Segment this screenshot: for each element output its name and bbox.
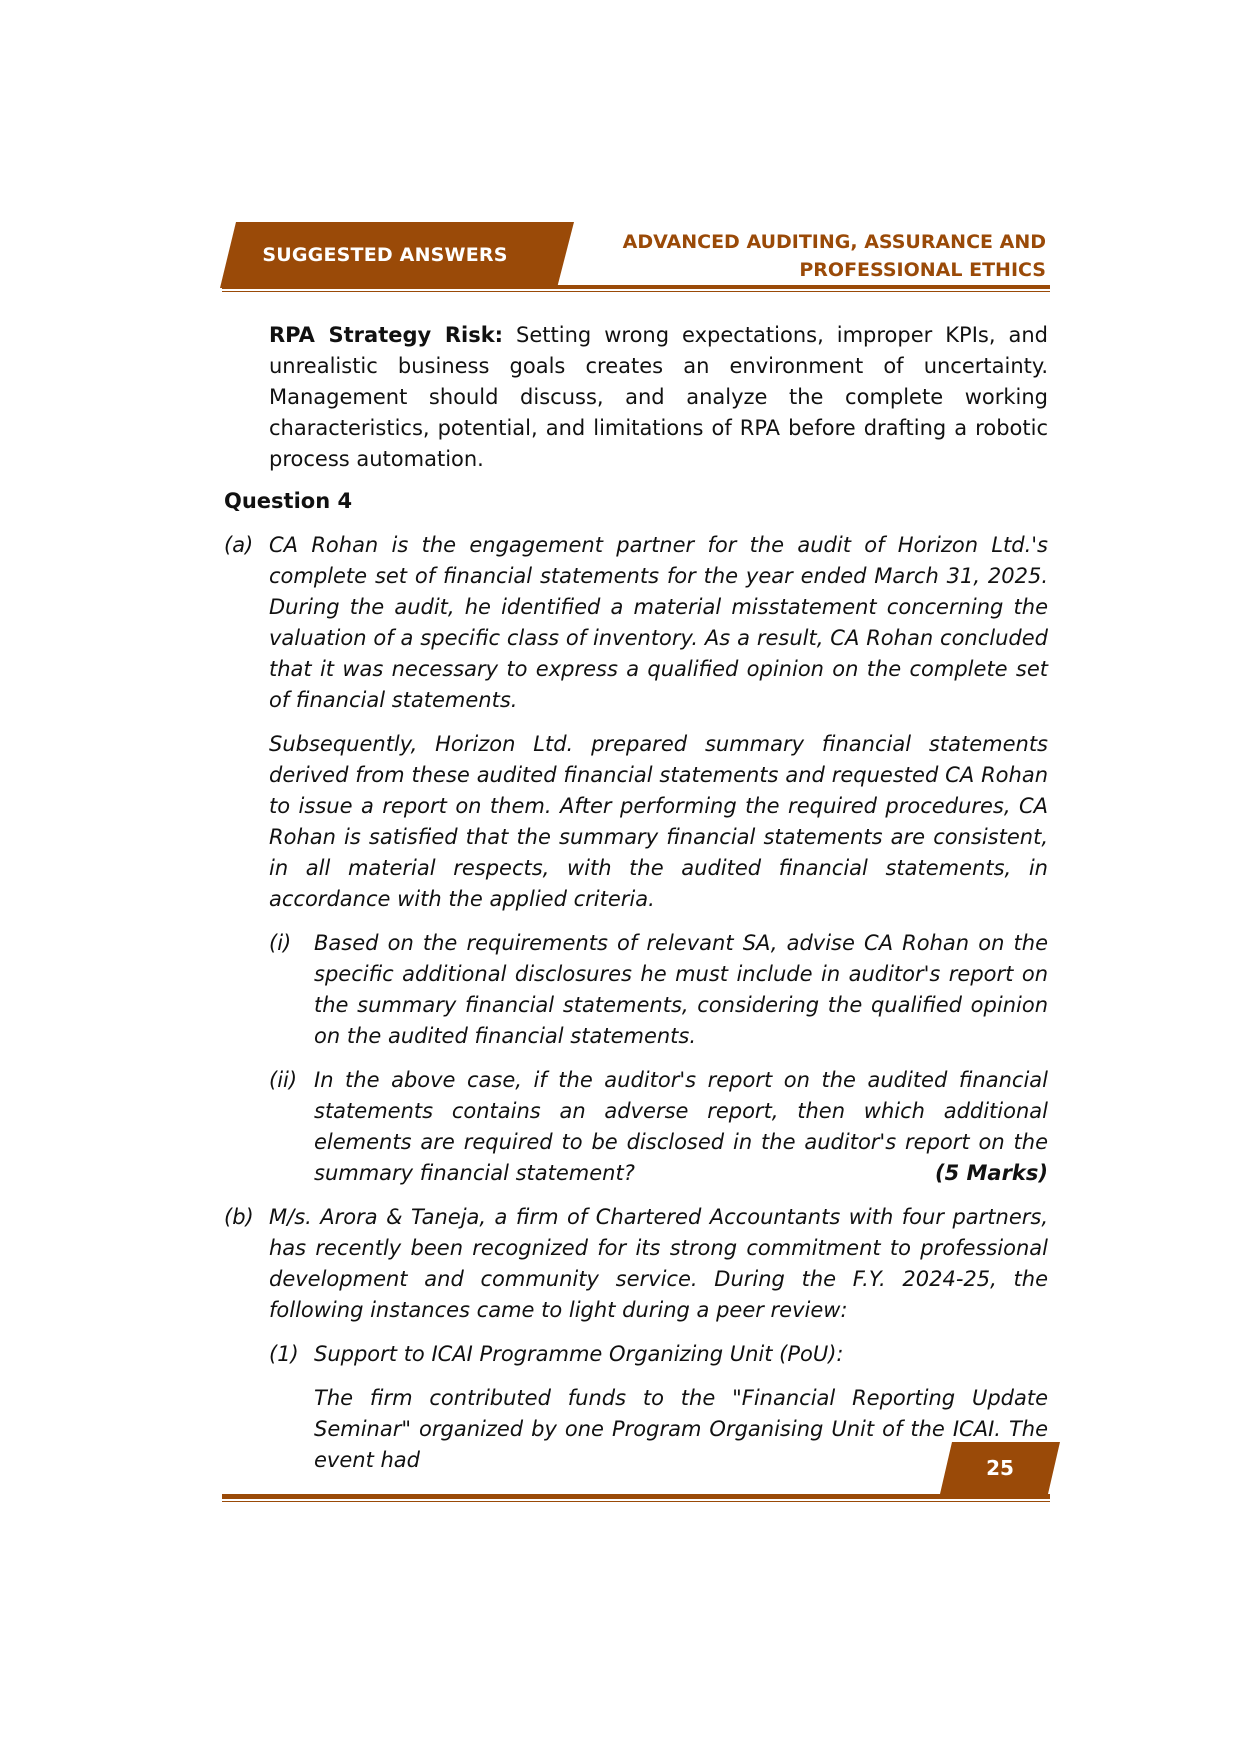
header-section-tab <box>220 222 576 288</box>
rpa-strategy-risk-paragraph <box>269 320 1048 475</box>
part-b-item-1 <box>269 1339 1048 1476</box>
question-title: Question 4 <box>224 489 353 513</box>
rpa-heading: RPA Strategy Risk: <box>269 323 504 347</box>
header-section-label: SUGGESTED ANSWERS <box>262 244 508 266</box>
footer-rule-thin <box>222 1501 1050 1502</box>
part-a-para2: Subsequently, Horizon Ltd. prepared summary financial statements derived from these audited financial statements and requested CA Rohan to issue a report on them. After performing the required procedures, CA Rohan is satisfied that the summary financial statements are consistent, in all material respects, with the audited financial statements, in accordance with the applied criteria. <box>269 732 1048 911</box>
rpa-strategy-risk-block <box>224 320 1048 475</box>
part-a-label: (a) <box>224 533 254 557</box>
item-1-title: Support to ICAI Programme Organizing Unit (PoU): <box>314 1342 844 1366</box>
question-part-a <box>224 530 1048 1189</box>
item-1-label: (1) <box>269 1342 299 1366</box>
part-a-body <box>269 530 1048 1189</box>
rpa-text: Setting wrong expectations, improper KPIs, and unrealistic business goals creates an environment of uncertainty. Management should discuss, and analyze the complete working characteristics, potential, and limitations of RPA before drafting a robotic process automation. <box>269 323 1049 471</box>
page-number-tab <box>940 1442 1060 1494</box>
part-b-body <box>269 1202 1048 1476</box>
header-rule <box>222 285 1050 289</box>
marks-label: (5 Marks) <box>934 1161 1048 1185</box>
subitem-ii-text: In the above case, if the auditor's report on the audited financial statements contains an adverse report, then which additional elements are required to be disclosed in the auditor's report on the summary financial statement? <box>314 1068 1048 1185</box>
page-content <box>224 320 1048 1476</box>
part-a-para1: CA Rohan is the engagement partner for the audit of Horizon Ltd.'s complete set of financial statements for the year ended March 31, 2025. During the audit, he identified a material misstatement concerning the valuation of a specific class of inventory. As a result, CA Rohan concluded that it was necessary to express a qualified opinion on the complete set of financial statements. <box>269 533 1048 712</box>
item-1-text: The firm contributed funds to the "Financial Reporting Update Seminar" organized by one Program Organising Unit of the ICAI. The event had <box>314 1386 1048 1472</box>
part-a-subitem-ii <box>269 1065 1048 1189</box>
subitem-i-label: (i) <box>269 931 292 955</box>
subitem-i-text: Based on the requirements of relevant SA, advise CA Rohan on the specific additional disclosures he must include in auditor's report on the summary financial statements, considering the qualified opinion on the audited financial statements. <box>314 931 1048 1048</box>
question-part-b <box>224 1202 1048 1476</box>
header-title-line1: ADVANCED AUDITING, ASSURANCE AND <box>622 231 1046 253</box>
subitem-ii-label: (ii) <box>269 1068 298 1092</box>
header-rule-thin <box>222 291 1050 292</box>
header-title-line2: PROFESSIONAL ETHICS <box>799 259 1046 281</box>
footer-rule <box>222 1494 1050 1499</box>
part-b-para1: M/s. Arora & Taneja, a firm of Chartered Accountants with four partners, has recently been recognized for its strong commitment to professional development and community service. During the F.Y. 2024-25, the following instances came to light during a peer review: <box>269 1205 1048 1322</box>
header-title <box>576 228 1046 284</box>
page-number: 25 <box>986 1456 1014 1480</box>
part-b-label: (b) <box>224 1205 254 1229</box>
part-a-subitem-i <box>269 928 1048 1052</box>
